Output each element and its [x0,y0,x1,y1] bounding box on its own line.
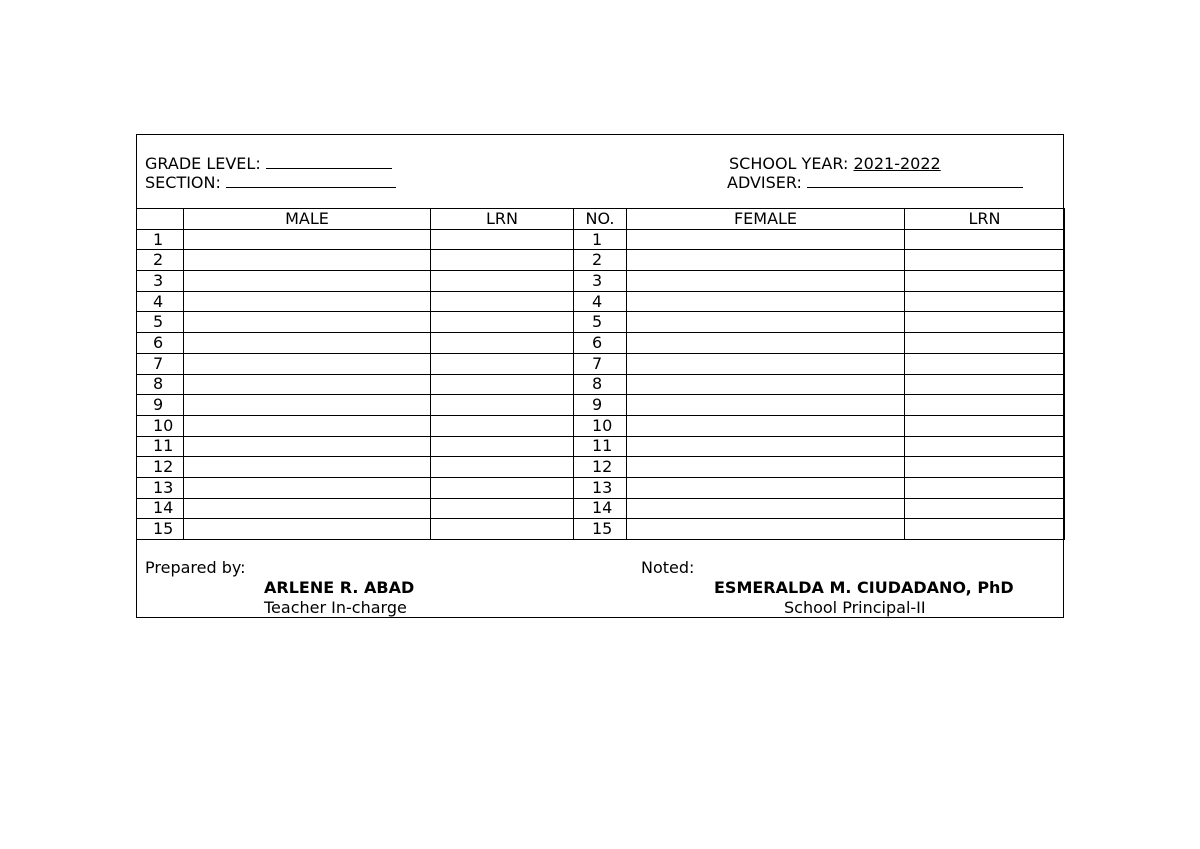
male-name-cell[interactable] [184,436,431,457]
female-row-number: 1 [574,229,627,250]
male-lrn-cell[interactable] [431,477,574,498]
female-row-number: 5 [574,312,627,333]
female-lrn-cell[interactable] [905,415,1065,436]
male-row-number: 7 [137,353,184,374]
male-row-number: 15 [137,519,184,540]
column-header [137,209,184,230]
grade-level-line [145,154,392,173]
grade-level-label: GRADE LEVEL: [145,154,261,173]
male-name-cell[interactable] [184,333,431,354]
male-row-number: 14 [137,498,184,519]
female-lrn-cell[interactable] [905,436,1065,457]
noted-title: School Principal-II [784,598,926,617]
male-row-number: 9 [137,395,184,416]
female-name-cell[interactable] [627,477,905,498]
prepared-by-label: Prepared by: [145,558,246,577]
male-lrn-cell[interactable] [431,271,574,292]
table-row [137,374,1065,395]
female-name-cell[interactable] [627,271,905,292]
female-name-cell[interactable] [627,374,905,395]
class-list-form [136,134,1064,618]
female-name-cell[interactable] [627,457,905,478]
male-name-cell[interactable] [184,353,431,374]
male-lrn-cell[interactable] [431,353,574,374]
adviser-blank [807,173,1023,188]
male-name-cell[interactable] [184,291,431,312]
table-row [137,333,1065,354]
female-name-cell[interactable] [627,229,905,250]
female-row-number: 4 [574,291,627,312]
roster-table [136,208,1065,540]
male-name-cell[interactable] [184,250,431,271]
male-lrn-cell[interactable] [431,229,574,250]
prepared-by-name: ARLENE R. ABAD [264,578,415,597]
noted-name: ESMERALDA M. CIUDADANO, PhD [714,578,1014,597]
table-row [137,271,1065,292]
female-row-number: 7 [574,353,627,374]
column-header-male-lrn: LRN [431,209,574,230]
female-name-cell[interactable] [627,498,905,519]
female-row-number: 12 [574,457,627,478]
table-header-row [137,209,1065,230]
female-name-cell[interactable] [627,395,905,416]
female-lrn-cell[interactable] [905,250,1065,271]
roster-body [137,229,1065,539]
female-row-number: 9 [574,395,627,416]
female-name-cell[interactable] [627,436,905,457]
table-row [137,291,1065,312]
male-row-number: 3 [137,271,184,292]
female-row-number: 3 [574,271,627,292]
table-row [137,498,1065,519]
table-row [137,229,1065,250]
column-header-female: FEMALE [627,209,905,230]
column-header-male: MALE [184,209,431,230]
male-lrn-cell[interactable] [431,436,574,457]
male-row-number: 10 [137,415,184,436]
male-name-cell[interactable] [184,519,431,540]
table-row [137,519,1065,540]
section-line [145,173,396,192]
female-lrn-cell[interactable] [905,291,1065,312]
section-label: SECTION: [145,173,221,192]
table-row [137,415,1065,436]
male-lrn-cell[interactable] [431,291,574,312]
table-row [137,353,1065,374]
male-row-number: 4 [137,291,184,312]
noted-label: Noted: [641,558,695,577]
adviser-label: ADVISER: [727,173,802,192]
female-row-number: 15 [574,519,627,540]
male-lrn-cell[interactable] [431,498,574,519]
male-name-cell[interactable] [184,457,431,478]
male-lrn-cell[interactable] [431,333,574,354]
column-header-no: NO. [574,209,627,230]
male-name-cell[interactable] [184,415,431,436]
school-year-line [729,154,941,173]
female-row-number: 14 [574,498,627,519]
male-lrn-cell[interactable] [431,312,574,333]
male-lrn-cell[interactable] [431,415,574,436]
female-row-number: 8 [574,374,627,395]
female-row-number: 2 [574,250,627,271]
female-lrn-cell[interactable] [905,519,1065,540]
female-row-number: 10 [574,415,627,436]
table-row [137,250,1065,271]
male-lrn-cell[interactable] [431,395,574,416]
female-name-cell[interactable] [627,250,905,271]
male-name-cell[interactable] [184,312,431,333]
male-name-cell[interactable] [184,374,431,395]
male-name-cell[interactable] [184,229,431,250]
female-name-cell[interactable] [627,519,905,540]
grade-level-blank [266,154,392,169]
table-row [137,477,1065,498]
female-name-cell[interactable] [627,291,905,312]
female-name-cell[interactable] [627,353,905,374]
female-lrn-cell[interactable] [905,457,1065,478]
male-lrn-cell[interactable] [431,250,574,271]
male-lrn-cell[interactable] [431,457,574,478]
male-row-number: 13 [137,477,184,498]
school-year-value: 2021-2022 [853,154,941,173]
female-lrn-cell[interactable] [905,312,1065,333]
male-name-cell[interactable] [184,477,431,498]
column-header-female-lrn: LRN [905,209,1065,230]
table-row [137,395,1065,416]
male-row-number: 1 [137,229,184,250]
prepared-by-title: Teacher In-charge [264,598,407,617]
section-blank [226,173,396,188]
female-lrn-cell[interactable] [905,498,1065,519]
female-name-cell[interactable] [627,312,905,333]
female-lrn-cell[interactable] [905,271,1065,292]
male-name-cell[interactable] [184,395,431,416]
female-lrn-cell[interactable] [905,333,1065,354]
school-year-label: SCHOOL YEAR: [729,154,849,173]
table-row [137,436,1065,457]
male-name-cell[interactable] [184,271,431,292]
male-lrn-cell[interactable] [431,519,574,540]
table-row [137,312,1065,333]
female-lrn-cell[interactable] [905,229,1065,250]
female-row-number: 13 [574,477,627,498]
female-row-number: 6 [574,333,627,354]
female-lrn-cell[interactable] [905,477,1065,498]
male-row-number: 6 [137,333,184,354]
table-row [137,457,1065,478]
male-lrn-cell[interactable] [431,374,574,395]
male-row-number: 8 [137,374,184,395]
male-name-cell[interactable] [184,498,431,519]
female-lrn-cell[interactable] [905,395,1065,416]
female-name-cell[interactable] [627,415,905,436]
female-row-number: 11 [574,436,627,457]
female-lrn-cell[interactable] [905,374,1065,395]
female-name-cell[interactable] [627,333,905,354]
adviser-line [727,173,1023,192]
male-row-number: 11 [137,436,184,457]
male-row-number: 2 [137,250,184,271]
male-row-number: 5 [137,312,184,333]
male-row-number: 12 [137,457,184,478]
female-lrn-cell[interactable] [905,353,1065,374]
